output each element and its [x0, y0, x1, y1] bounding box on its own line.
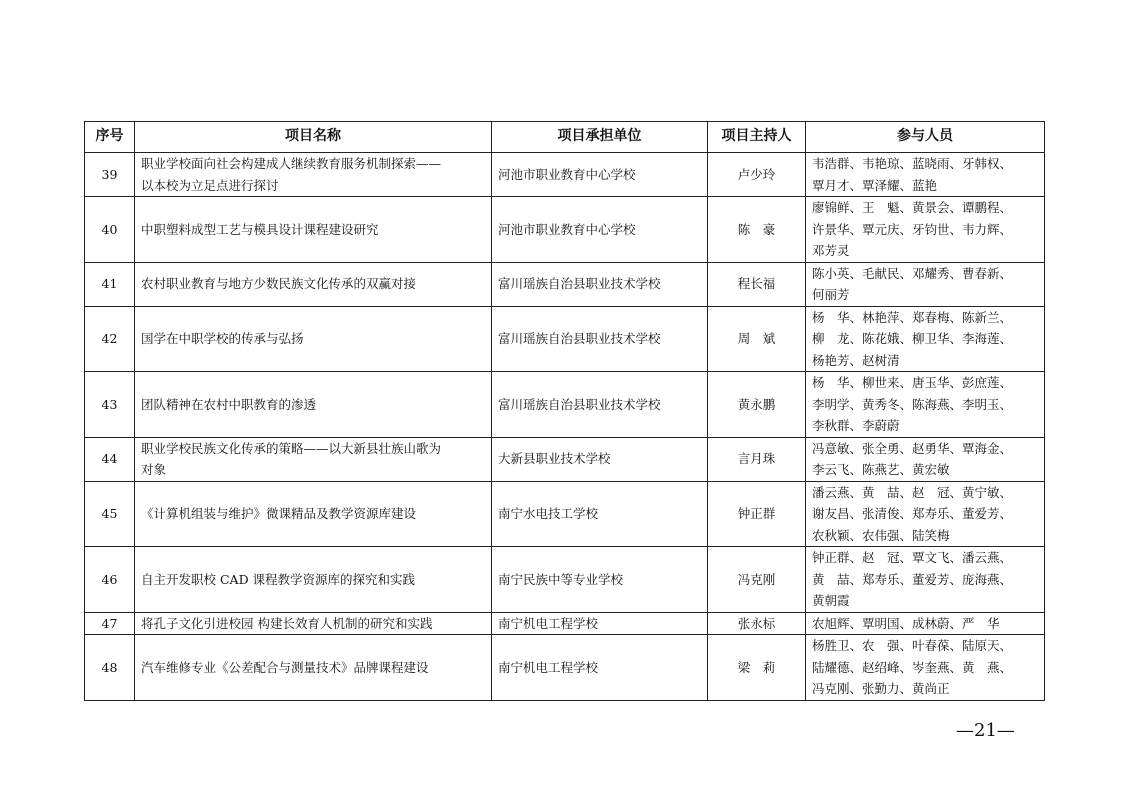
undertaking-unit-cell: 富川瑶族自治县职业技术学校: [492, 306, 708, 372]
table-row: [85, 197, 1045, 263]
project-leader-cell: 梁 莉: [708, 635, 806, 701]
serial-cell: 41: [85, 262, 135, 306]
page-number: —21—: [956, 720, 1015, 741]
serial-cell: 44: [85, 437, 135, 481]
header-participants: 参与人员: [806, 122, 1045, 153]
table-row: [85, 262, 1045, 306]
table-row: [85, 635, 1045, 701]
participants-line: 韦浩群、韦艳琼、蓝晓雨、牙韩权、: [812, 156, 1013, 171]
participants-cell: [806, 612, 1045, 635]
undertaking-unit-cell: 河池市职业教育中心学校: [492, 153, 708, 197]
participants-line: 柳 龙、陈花娥、柳卫华、李海莲、: [812, 331, 1013, 346]
project-leader-cell: 冯克刚: [708, 547, 806, 613]
undertaking-unit-cell: 南宁机电工程学校: [492, 612, 708, 635]
participants-line: 杨 华、林艳萍、郑春梅、陈新兰、: [812, 309, 1013, 325]
header-project-name: 项目名称: [135, 122, 492, 153]
participants-cell: [806, 547, 1045, 613]
serial-cell: 42: [85, 306, 135, 372]
projects-table: [84, 121, 1045, 701]
project-name-cell: [135, 153, 492, 197]
undertaking-unit-cell: 南宁机电工程学校: [492, 635, 708, 701]
project-leader-cell: 周 斌: [708, 306, 806, 372]
participants-line: 李秋群、李蔚蔚: [812, 418, 900, 433]
participants-line: 何丽芳: [812, 287, 850, 302]
project-name-cell: [135, 612, 492, 635]
project-leader-cell: 黄永鹏: [708, 372, 806, 438]
serial-cell: 48: [85, 635, 135, 701]
participants-line: 钟正群、赵 冠、覃文飞、潘云燕、: [812, 550, 1013, 565]
participants-cell: [806, 481, 1045, 547]
participants-line: 杨 华、柳世来、唐玉华、彭庶莲、: [812, 375, 1013, 390]
participants-line: 冯意敏、张全勇、赵勇华、覃海金、: [812, 440, 1013, 456]
project-name-cell: [135, 547, 492, 613]
project-name-line: 国学在中职学校的传承与弘扬: [141, 331, 304, 346]
table-row: [85, 481, 1045, 547]
project-name-cell: [135, 372, 492, 438]
project-name-line: 职业学校民族文化传承的策略——以大新县壮族山歌为: [141, 440, 442, 456]
participants-cell: [806, 635, 1045, 701]
undertaking-unit-cell: 富川瑶族自治县职业技术学校: [492, 262, 708, 306]
participants-line: 覃月才、覃泽耀、蓝艳: [812, 177, 938, 193]
undertaking-unit-cell: 富川瑶族自治县职业技术学校: [492, 372, 708, 438]
project-name-line: 对象: [141, 462, 167, 477]
table-row: [85, 547, 1045, 613]
project-name-line: 将孔子文化引进校园 构建长效育人机制的研究和实践: [141, 615, 433, 631]
participants-cell: [806, 372, 1045, 438]
project-leader-cell: 卢少玲: [708, 153, 806, 197]
table-body: [85, 153, 1045, 701]
table-header-row: [85, 122, 1045, 153]
serial-cell: 39: [85, 153, 135, 197]
participants-cell: [806, 306, 1045, 372]
header-serial: 序号: [85, 122, 135, 153]
participants-line: 李云飞、陈燕艺、黄宏敏: [812, 462, 950, 477]
participants-line: 陆耀德、赵绍峰、岑奎燕、黄 燕、: [812, 659, 1013, 675]
participants-line: 杨艳芳、赵树清: [812, 352, 900, 368]
project-leader-cell: 钟正群: [708, 481, 806, 547]
project-leader-cell: 程长福: [708, 262, 806, 306]
undertaking-unit-cell: 大新县职业技术学校: [492, 437, 708, 481]
participants-line: 农秋颖、农伟强、陆笑梅: [812, 527, 950, 543]
project-name-cell: [135, 437, 492, 481]
undertaking-unit-cell: 河池市职业教育中心学校: [492, 197, 708, 263]
participants-line: 许景华、覃元庆、牙钧世、韦力辉、: [812, 221, 1013, 237]
participants-line: 黄朝霞: [812, 593, 850, 608]
project-name-cell: [135, 262, 492, 306]
project-name-line: 自主开发职校 CAD 课程教学资源库的探究和实践: [141, 571, 416, 587]
serial-cell: 45: [85, 481, 135, 547]
serial-cell: 47: [85, 612, 135, 635]
header-undertaking-unit: 项目承担单位: [492, 122, 708, 153]
project-name-line: 农村职业教育与地方少数民族文化传承的双赢对接: [141, 276, 417, 292]
project-name-line: 汽车维修专业《公差配合与测量技术》品牌课程建设: [141, 659, 429, 675]
serial-cell: 46: [85, 547, 135, 613]
participants-line: 潘云燕、黄 喆、赵 冠、黄宁敏、: [812, 484, 1013, 500]
participants-cell: [806, 437, 1045, 481]
participants-line: 谢友昌、张清俊、郑寿乐、董爱芳、: [812, 506, 1013, 521]
project-name-cell: [135, 197, 492, 263]
project-leader-cell: 言月珠: [708, 437, 806, 481]
participants-line: 李明学、黄秀冬、陈海燕、李明玉、: [812, 396, 1013, 412]
participants-line: 黄 喆、郑寿乐、董爱芳、庞海燕、: [812, 571, 1013, 587]
participants-line: 邓芳灵: [812, 243, 850, 258]
serial-cell: 40: [85, 197, 135, 263]
project-name-line: 职业学校面向社会构建成人继续教育服务机制探索——: [141, 156, 442, 171]
participants-line: 陈小英、毛献民、邓耀秀、曹春新、: [812, 265, 1013, 281]
serial-cell: 43: [85, 372, 135, 438]
table-row: [85, 372, 1045, 438]
table-row: [85, 437, 1045, 481]
participants-line: 冯克刚、张勤力、黄尚正: [812, 681, 950, 696]
project-name-cell: [135, 306, 492, 372]
project-leader-cell: 陈 豪: [708, 197, 806, 263]
project-name-line: 以本校为立足点进行探讨: [141, 177, 279, 193]
project-name-line: 团队精神在农村中职教育的渗透: [141, 396, 317, 412]
project-leader-cell: 张永标: [708, 612, 806, 635]
participants-cell: [806, 197, 1045, 263]
project-name-cell: [135, 481, 492, 547]
participants-cell: [806, 262, 1045, 306]
project-name-line: 中职塑料成型工艺与模具设计课程建设研究: [141, 221, 379, 237]
header-project-leader: 项目主持人: [708, 122, 806, 153]
participants-cell: [806, 153, 1045, 197]
table-row: [85, 306, 1045, 372]
participants-line: 廖锦鲜、王 魁、黄景会、谭鹏程、: [812, 200, 1013, 215]
table-row: [85, 612, 1045, 635]
participants-line: 杨胜卫、农 强、叶春葆、陆原天、: [812, 638, 1013, 653]
undertaking-unit-cell: 南宁民族中等专业学校: [492, 547, 708, 613]
participants-line: 农旭辉、覃明国、成林蔚、严 华: [812, 615, 1000, 631]
project-name-cell: [135, 635, 492, 701]
table-row: [85, 153, 1045, 197]
undertaking-unit-cell: 南宁水电技工学校: [492, 481, 708, 547]
project-name-line: 《计算机组装与维护》微课精品及教学资源库建设: [141, 506, 417, 521]
